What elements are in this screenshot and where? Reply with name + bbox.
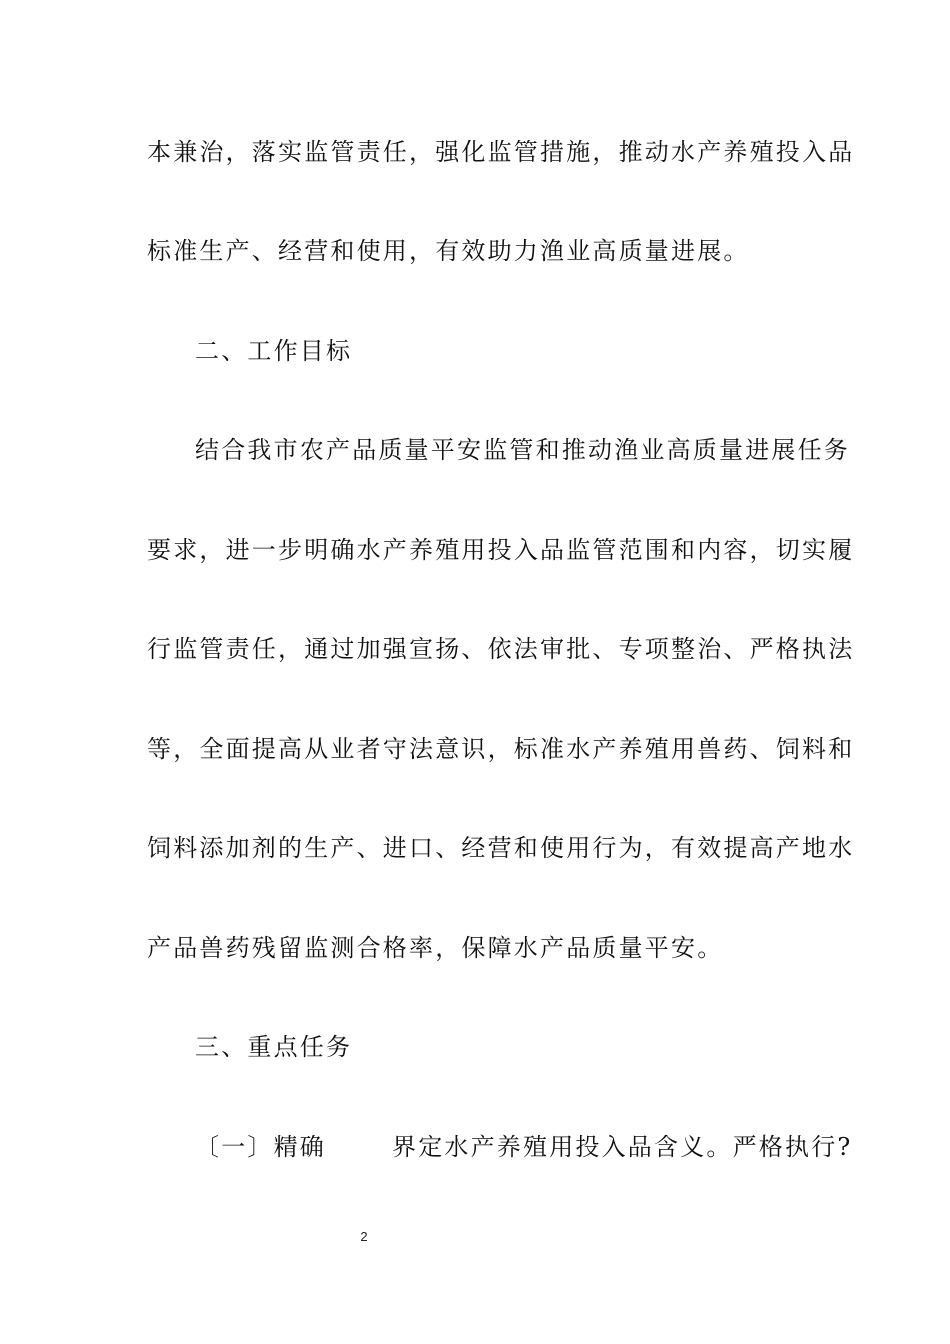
body-text-line: 行监管责任，通过加强宣扬、依法审批、专项整治、严格执法 — [147, 635, 855, 663]
body-text-line: 标准生产、经营和使用，有效助力渔业高质量进展。 — [147, 237, 750, 265]
body-text-line: 结合我市农产品质量平安监管和推动渔业高质量进展任务 — [195, 436, 850, 464]
subsection-heading-line — [195, 1132, 852, 1162]
body-text-line: 等，全面提高从业者守法意识，标准水产养殖用兽药、饲料和 — [147, 735, 855, 763]
body-text-line: 产品兽药残留监测合格率，保障水产品质量平安。 — [147, 934, 724, 962]
page-number: 2 — [360, 1229, 368, 1244]
section-heading: 二、工作目标 — [195, 337, 353, 365]
body-text-line: 饲料添加剂的生产、进口、经营和使用行为，有效提高产地水 — [147, 834, 855, 862]
subsection-heading-rest: 界定水产养殖用投入品含义。严格执行? — [392, 1133, 853, 1161]
subsection-heading-start: 〔一〕精确 — [195, 1133, 326, 1161]
section-heading: 三、重点任务 — [195, 1033, 353, 1061]
body-text-line: 本兼治，落实监管责任，强化监管措施，推动水产养殖投入品 — [147, 138, 855, 166]
body-text-line: 要求，进一步明确水产养殖用投入品监管范围和内容，切实履 — [147, 536, 855, 564]
